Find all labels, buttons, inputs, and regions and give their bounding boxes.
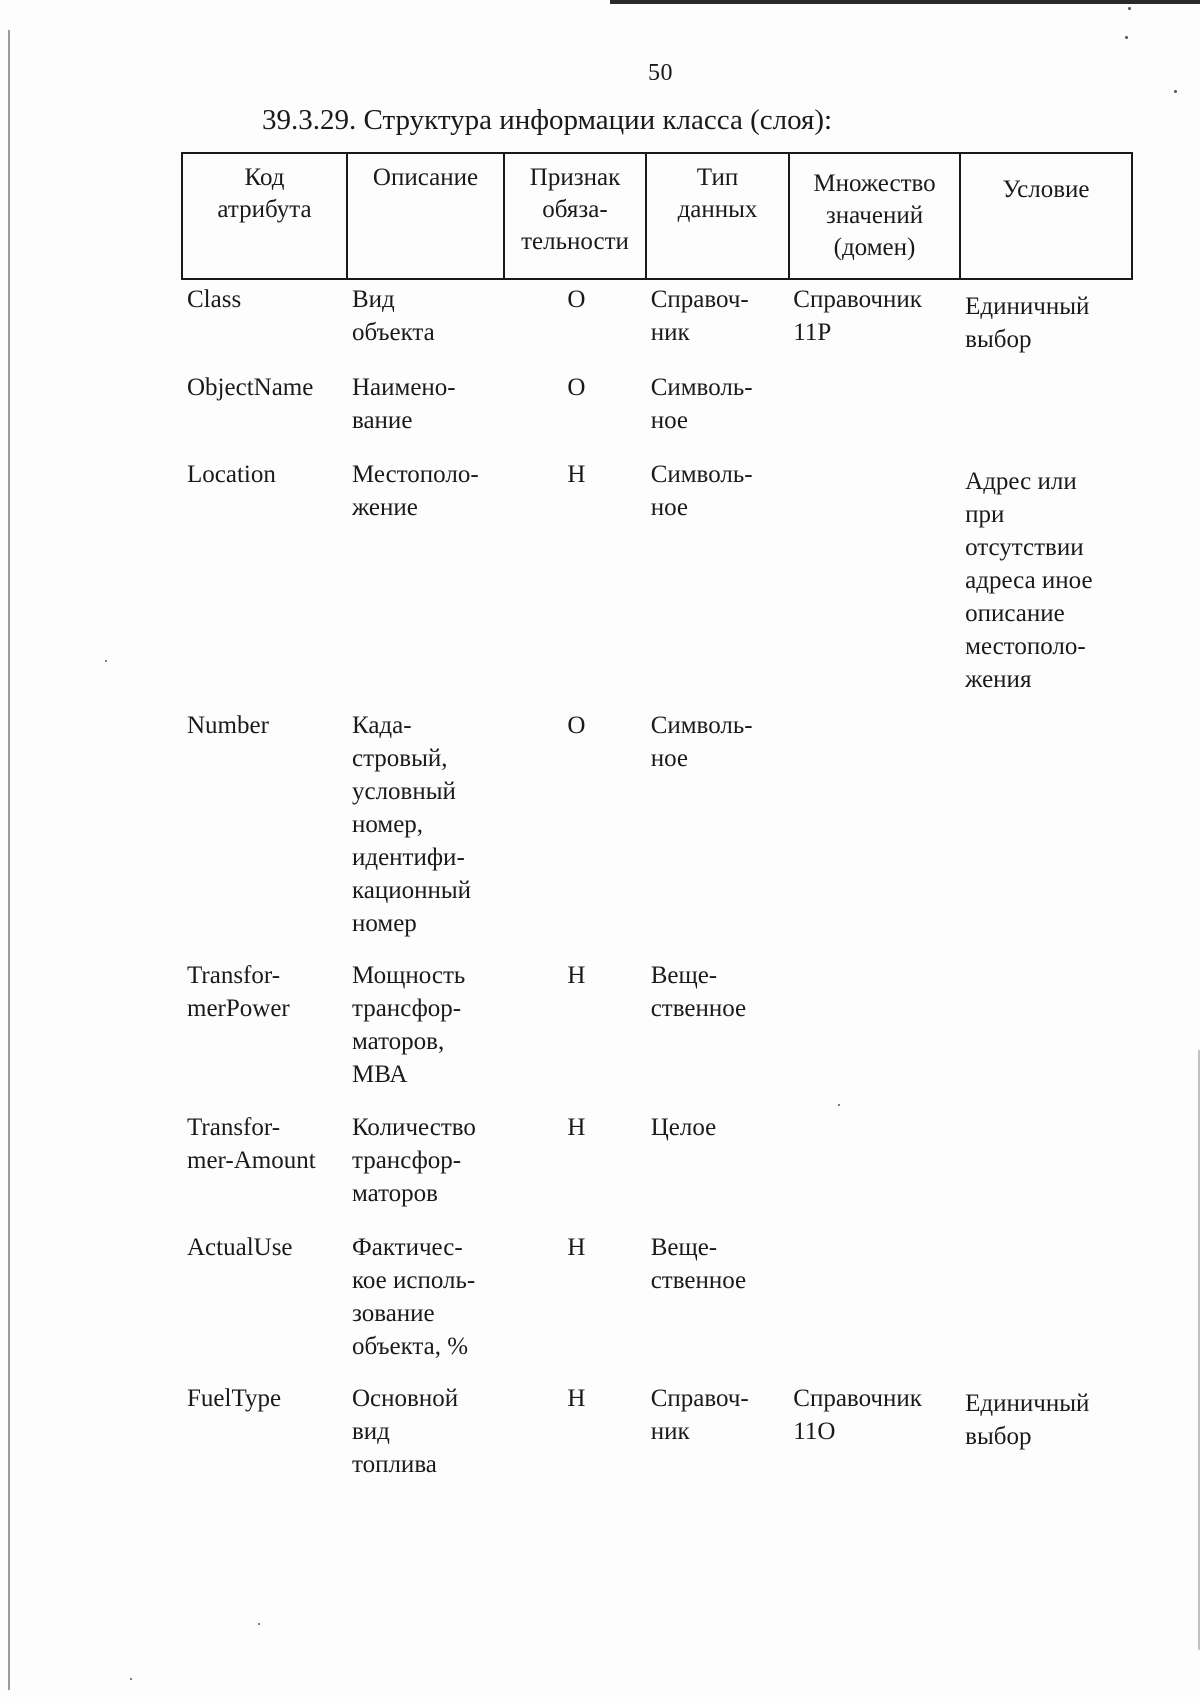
- cell-condition: [959, 1111, 1131, 1231]
- cell-code: Transfor- merPower: [187, 962, 290, 1022]
- cell-condition: [959, 709, 1131, 959]
- header-condition: Условие: [960, 153, 1132, 279]
- scan-edge-top: [610, 0, 1200, 4]
- cell-code: ObjectName: [187, 374, 314, 401]
- cell-domain: Справочник 11Р: [793, 286, 922, 346]
- cell-description: Вид объекта: [351, 286, 435, 346]
- cell-type: Справоч- ник: [650, 286, 749, 346]
- cell-domain: [787, 959, 959, 1111]
- table-row: [181, 283, 1131, 371]
- scan-speck: [130, 1678, 132, 1680]
- cell-domain: [787, 1231, 959, 1382]
- cell-type: Веще- ственное: [650, 962, 747, 1022]
- cell-required: Н: [567, 1114, 586, 1141]
- scan-speck: [1125, 36, 1128, 39]
- cell-type: Символь- ное: [650, 374, 753, 434]
- cell-required: Н: [567, 461, 586, 488]
- cell-domain: [787, 709, 959, 959]
- scan-speck: [258, 1623, 260, 1625]
- table-header: [181, 152, 1133, 280]
- cell-required: О: [567, 374, 586, 401]
- cell-required: О: [567, 712, 586, 739]
- header-data-type: Тип данных: [646, 153, 789, 279]
- cell-required: О: [567, 286, 586, 313]
- table-row: [181, 371, 1131, 458]
- cell-code: Number: [187, 712, 269, 739]
- header-value-domain: Множество значений (домен): [789, 153, 960, 279]
- header-attribute-code: Код атрибута: [182, 153, 347, 279]
- scan-speck: [1128, 7, 1131, 10]
- cell-required: Н: [567, 1234, 586, 1261]
- cell-condition: [959, 1231, 1131, 1382]
- scan-speck: [105, 660, 107, 662]
- header-required-flag: Признак обяза- тельности: [504, 153, 646, 279]
- header-description: Описание: [347, 153, 504, 279]
- cell-domain: [787, 458, 959, 709]
- cell-domain: [787, 371, 959, 458]
- cell-description: Основной вид топлива: [351, 1385, 459, 1478]
- cell-condition: [959, 959, 1131, 1111]
- scan-edge-left: [8, 30, 10, 1690]
- section-title: 39.3.29. Структура информации класса (слоя):: [262, 104, 833, 136]
- cell-code: ActualUse: [187, 1234, 293, 1261]
- table-row: [181, 458, 1131, 709]
- cell-description: Када- стровый, условный номер, идентифи- кационный номер: [351, 712, 472, 937]
- page-number: 50: [648, 60, 673, 86]
- cell-required: Н: [567, 1385, 586, 1412]
- cell-domain: Справочник 11О: [793, 1385, 922, 1445]
- cell-type: Веще- ственное: [650, 1234, 747, 1294]
- scan-speck: [1174, 90, 1177, 93]
- cell-type: Символь- ное: [650, 712, 753, 772]
- cell-required: Н: [567, 962, 586, 989]
- cell-type: Символь- ное: [650, 461, 753, 521]
- table-body: [181, 283, 1131, 1502]
- cell-code: FuelType: [187, 1385, 282, 1412]
- table-row: [181, 1382, 1131, 1502]
- cell-type: Целое: [650, 1114, 717, 1141]
- table-row: [181, 1231, 1131, 1382]
- cell-condition: Адрес или при отсутствии адреса иное описание местополо- жения: [965, 468, 1093, 693]
- table-row: [181, 1111, 1131, 1231]
- cell-code: Transfor- mer-Amount: [187, 1114, 316, 1174]
- cell-condition: Единичный выбор: [965, 293, 1090, 353]
- cell-description: Мощность трансфор- маторов, МВА: [351, 962, 466, 1088]
- cell-description: Количество трансфор- маторов: [351, 1114, 476, 1207]
- cell-description: Местополо- жение: [351, 461, 479, 521]
- cell-domain: [787, 1111, 959, 1231]
- table-row: [181, 959, 1131, 1111]
- cell-description: Фактичес- кое исполь- зование объекта, %: [351, 1234, 476, 1360]
- cell-code: Class: [187, 286, 242, 313]
- cell-condition: Единичный выбор: [965, 1390, 1090, 1450]
- cell-condition: [959, 371, 1131, 458]
- cell-type: Справоч- ник: [650, 1385, 749, 1445]
- table-row: [181, 709, 1131, 959]
- cell-code: Location: [187, 461, 276, 488]
- cell-description: Наимено- вание: [351, 374, 456, 434]
